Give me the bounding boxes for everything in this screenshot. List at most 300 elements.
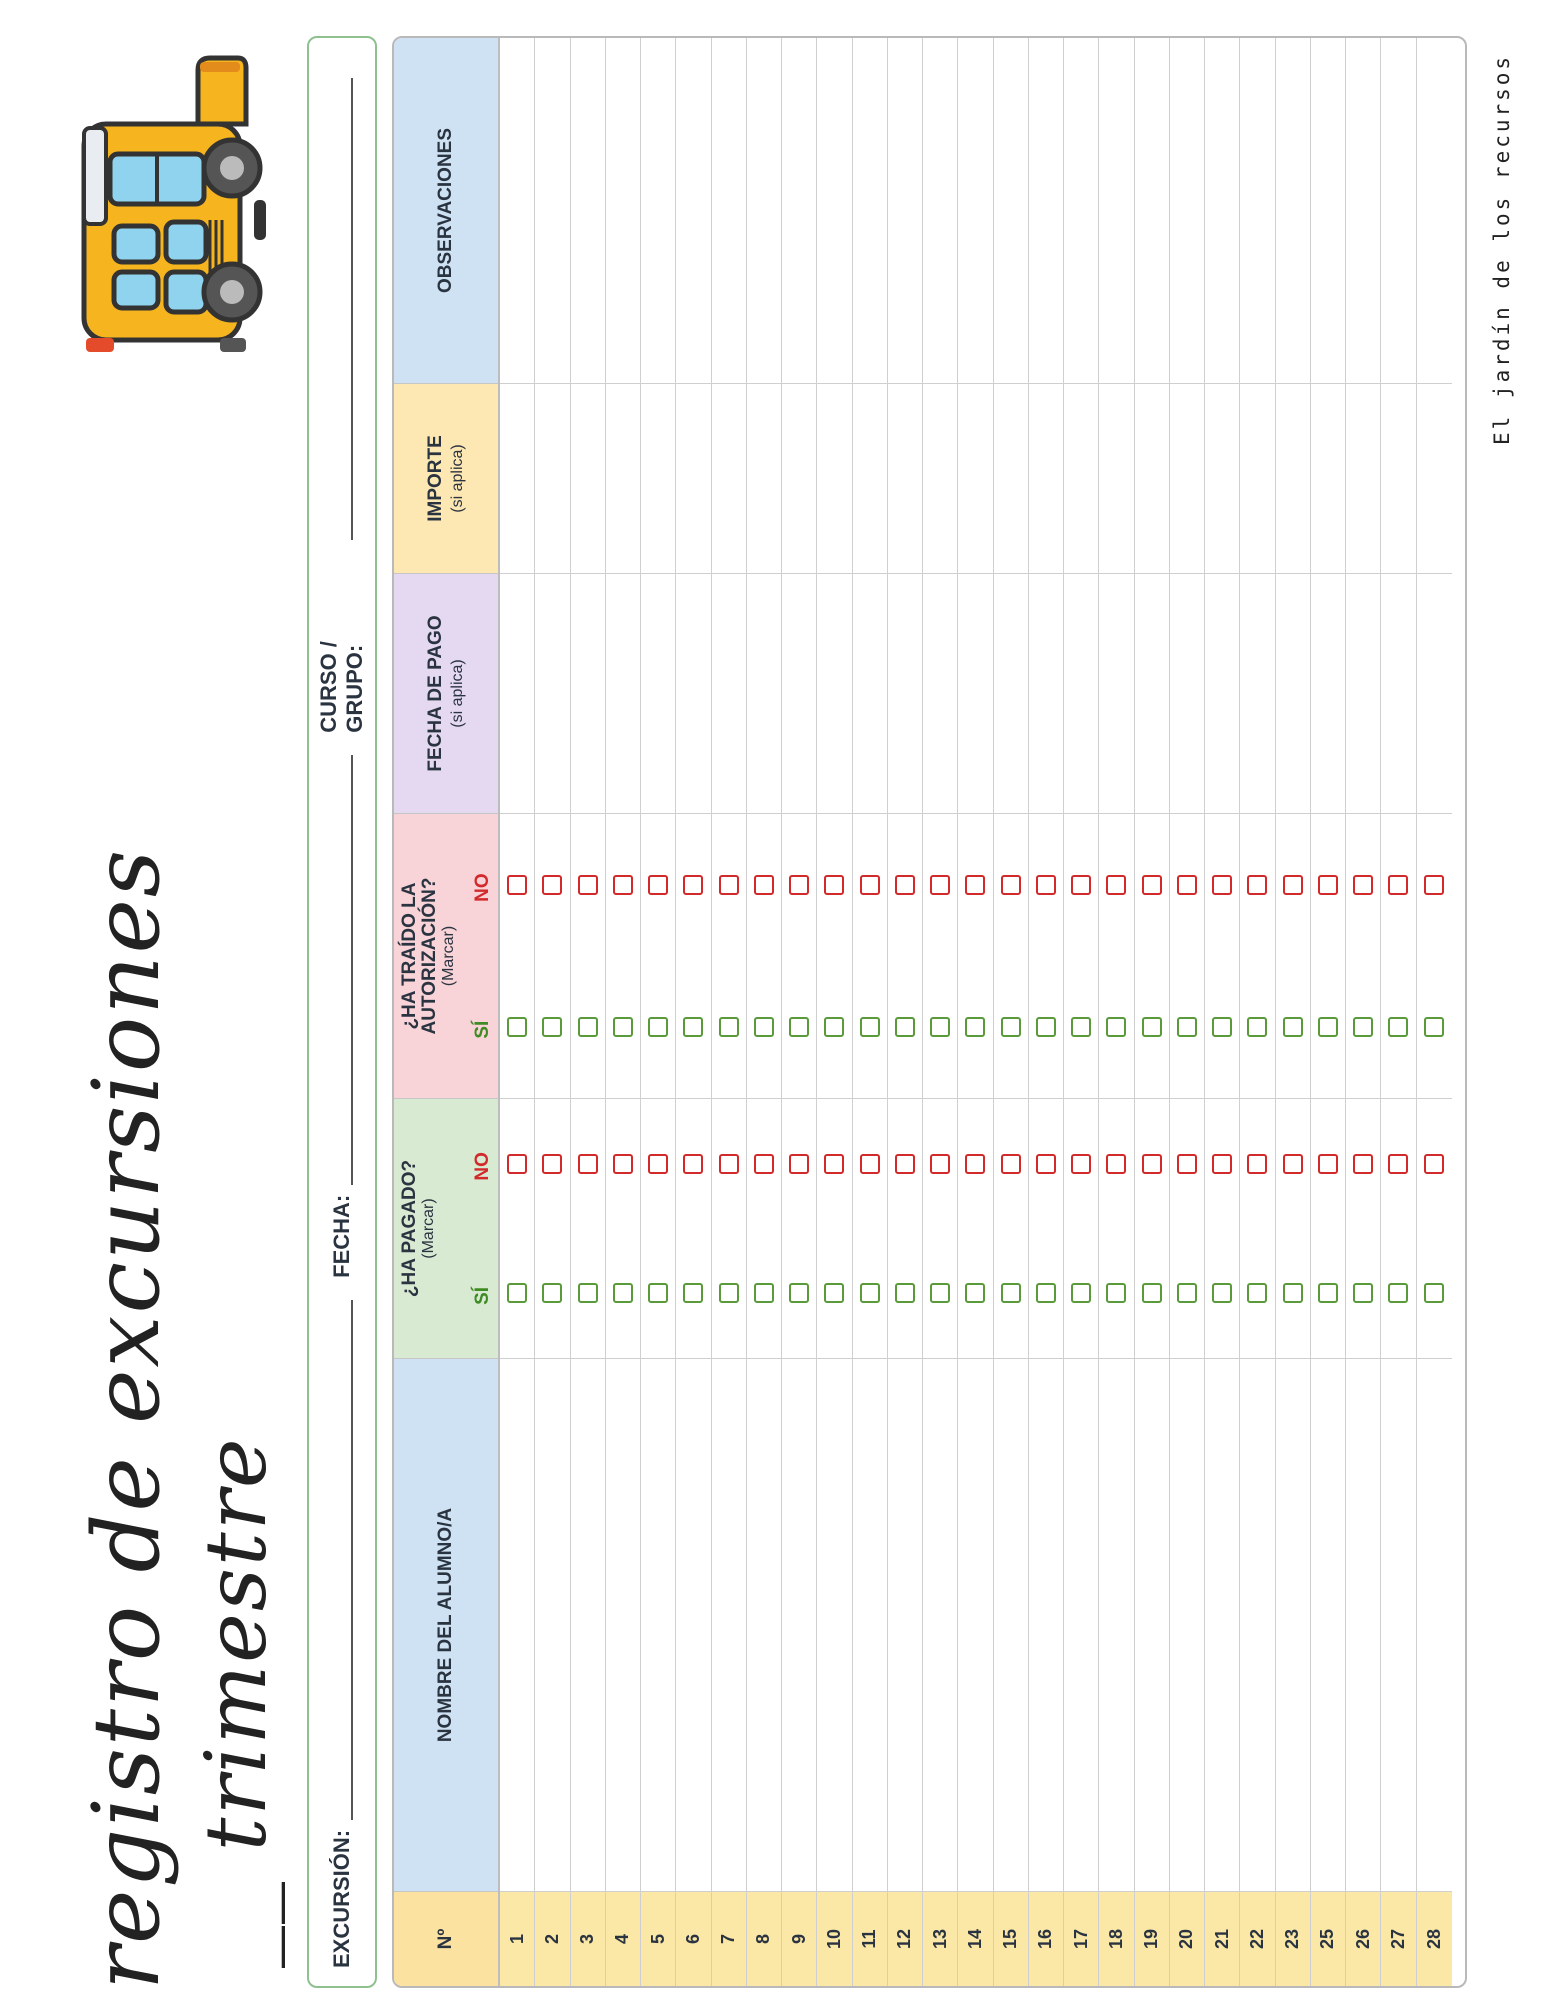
- auth-no-checkbox[interactable]: [542, 875, 562, 895]
- auth-yes-checkbox[interactable]: [683, 1017, 703, 1037]
- paid-yes-checkbox[interactable]: [507, 1283, 527, 1303]
- student-name-cell[interactable]: [994, 1358, 1028, 1891]
- observations-cell[interactable]: [535, 38, 569, 383]
- student-name-cell[interactable]: [676, 1358, 710, 1891]
- payment-date-cell[interactable]: [1381, 573, 1415, 813]
- title-line-1: registro de excursiones: [73, 847, 180, 1990]
- auth-yes-checkbox[interactable]: [1283, 1017, 1303, 1037]
- auth-yes-checkbox[interactable]: [789, 1017, 809, 1037]
- payment-date-cell[interactable]: [571, 573, 605, 813]
- auth-yes-checkbox[interactable]: [648, 1017, 668, 1037]
- paid-no-checkbox[interactable]: [895, 1154, 915, 1174]
- amount-cell[interactable]: [923, 383, 957, 573]
- observations-cell[interactable]: [1346, 38, 1380, 383]
- payment-date-cell[interactable]: [1064, 573, 1098, 813]
- auth-no-checkbox[interactable]: [1142, 875, 1162, 895]
- paid-yes-checkbox[interactable]: [1318, 1283, 1338, 1303]
- student-name-cell[interactable]: [1381, 1358, 1415, 1891]
- row-number: 7: [712, 1891, 746, 1986]
- student-name-cell[interactable]: [571, 1358, 605, 1891]
- table-body: [500, 38, 1452, 1986]
- paid-no-checkbox[interactable]: [613, 1154, 633, 1174]
- auth-yes-checkbox[interactable]: [578, 1017, 598, 1037]
- payment-date-cell[interactable]: [1205, 573, 1239, 813]
- auth-no-checkbox[interactable]: [578, 875, 598, 895]
- paid-cell: [782, 1098, 816, 1358]
- student-name-cell[interactable]: [1346, 1358, 1380, 1891]
- excursion-label: EXCURSIÓN:: [329, 1829, 354, 1968]
- auth-no-checkbox[interactable]: [1212, 875, 1232, 895]
- table-row: [571, 38, 606, 1986]
- auth-no-checkbox[interactable]: [754, 875, 774, 895]
- amount-cell[interactable]: [1276, 383, 1310, 573]
- paid-yes-checkbox[interactable]: [1247, 1283, 1267, 1303]
- observations-cell[interactable]: [571, 38, 605, 383]
- observations-cell[interactable]: [641, 38, 675, 383]
- paid-yes-checkbox[interactable]: [754, 1283, 774, 1303]
- payment-date-cell[interactable]: [535, 573, 569, 813]
- table-row: [1276, 38, 1311, 1986]
- paid-cell: [958, 1098, 992, 1358]
- auth-no-checkbox[interactable]: [1177, 875, 1197, 895]
- row-number: 11: [853, 1891, 887, 1986]
- auth-no-checkbox[interactable]: [1318, 875, 1338, 895]
- paid-yes-checkbox[interactable]: [789, 1283, 809, 1303]
- observations-cell[interactable]: [1240, 38, 1274, 383]
- student-name-cell[interactable]: [641, 1358, 675, 1891]
- row-number: 20: [1170, 1891, 1204, 1986]
- paid-no-checkbox[interactable]: [1424, 1154, 1444, 1174]
- amount-cell[interactable]: [1099, 383, 1133, 573]
- authorization-cell: [1417, 813, 1452, 1098]
- paid-yes-checkbox[interactable]: [1071, 1283, 1091, 1303]
- amount-cell[interactable]: [676, 383, 710, 573]
- amount-cell[interactable]: [888, 383, 922, 573]
- payment-date-cell[interactable]: [1276, 573, 1310, 813]
- paid-cell: [1417, 1098, 1452, 1358]
- paid-no-checkbox[interactable]: [1106, 1154, 1126, 1174]
- paid-yes-checkbox[interactable]: [1388, 1283, 1408, 1303]
- paid-cell: [1240, 1098, 1274, 1358]
- row-number: 27: [1381, 1891, 1415, 1986]
- observations-cell[interactable]: [712, 38, 746, 383]
- auth-yes-checkbox[interactable]: [1071, 1017, 1091, 1037]
- auth-yes-checkbox[interactable]: [1388, 1017, 1408, 1037]
- header-auth-title-1: ¿HA TRAÍDO LA: [399, 882, 420, 1030]
- auth-yes-checkbox[interactable]: [613, 1017, 633, 1037]
- payment-date-cell[interactable]: [1170, 573, 1204, 813]
- header-paid: [394, 1098, 498, 1358]
- paid-yes-checkbox[interactable]: [683, 1283, 703, 1303]
- payment-date-cell[interactable]: [747, 573, 781, 813]
- auth-no-checkbox[interactable]: [1106, 875, 1126, 895]
- header-paid-sub: (Marcar): [420, 1198, 437, 1259]
- auth-yes-checkbox[interactable]: [1318, 1017, 1338, 1037]
- amount-cell[interactable]: [500, 383, 534, 573]
- amount-cell[interactable]: [571, 383, 605, 573]
- paid-no-checkbox[interactable]: [683, 1154, 703, 1174]
- authorization-cell: [923, 813, 957, 1098]
- observations-cell[interactable]: [1276, 38, 1310, 383]
- header-auth-title-2: AUTORIZACIÓN?: [419, 877, 440, 1035]
- date-field[interactable]: [329, 755, 355, 1278]
- row-number: 10: [817, 1891, 851, 1986]
- paid-yes-checkbox[interactable]: [1353, 1283, 1373, 1303]
- payment-date-cell[interactable]: [1240, 573, 1274, 813]
- paid-yes-checkbox[interactable]: [1177, 1283, 1197, 1303]
- paid-no-checkbox[interactable]: [789, 1154, 809, 1174]
- student-name-cell[interactable]: [606, 1358, 640, 1891]
- payment-date-cell[interactable]: [1311, 573, 1345, 813]
- student-name-cell[interactable]: [1311, 1358, 1345, 1891]
- auth-yes-checkbox[interactable]: [824, 1017, 844, 1037]
- auth-no-checkbox[interactable]: [1247, 875, 1267, 895]
- auth-yes-checkbox[interactable]: [895, 1017, 915, 1037]
- paid-yes-checkbox[interactable]: [1036, 1283, 1056, 1303]
- authorization-cell: [535, 813, 569, 1098]
- header-observations: OBSERVACIONES: [394, 38, 498, 383]
- title-line-2: __ trimestre: [187, 1436, 285, 1968]
- paid-no-checkbox[interactable]: [578, 1154, 598, 1174]
- amount-cell[interactable]: [782, 383, 816, 573]
- header-payment-date: [394, 573, 498, 813]
- paid-no-checkbox[interactable]: [1388, 1154, 1408, 1174]
- student-name-cell[interactable]: [1240, 1358, 1274, 1891]
- amount-cell[interactable]: [1170, 383, 1204, 573]
- paid-yes-checkbox[interactable]: [1106, 1283, 1126, 1303]
- excursion-field[interactable]: [329, 1300, 355, 1968]
- table-row: [1170, 38, 1205, 1986]
- paid-no-checkbox[interactable]: [754, 1154, 774, 1174]
- paid-cell: [535, 1098, 569, 1358]
- paid-yes-checkbox[interactable]: [542, 1283, 562, 1303]
- payment-date-cell[interactable]: [641, 573, 675, 813]
- student-name-cell[interactable]: [747, 1358, 781, 1891]
- table-row: [1311, 38, 1346, 1986]
- header-paid-yes: SÍ: [472, 1286, 493, 1305]
- paid-no-checkbox[interactable]: [1283, 1154, 1303, 1174]
- auth-no-checkbox[interactable]: [683, 875, 703, 895]
- paid-no-checkbox[interactable]: [930, 1154, 950, 1174]
- auth-no-checkbox[interactable]: [965, 875, 985, 895]
- paid-cell: [1029, 1098, 1063, 1358]
- paid-yes-checkbox[interactable]: [648, 1283, 668, 1303]
- course-field[interactable]: [316, 78, 368, 733]
- student-name-cell[interactable]: [1029, 1358, 1063, 1891]
- auth-no-checkbox[interactable]: [860, 875, 880, 895]
- date-label: FECHA:: [329, 1194, 354, 1278]
- observations-cell[interactable]: [1170, 38, 1204, 383]
- observations-cell[interactable]: [782, 38, 816, 383]
- amount-cell[interactable]: [1135, 383, 1169, 573]
- table-row: [676, 38, 711, 1986]
- paid-no-checkbox[interactable]: [1071, 1154, 1091, 1174]
- observations-cell[interactable]: [1135, 38, 1169, 383]
- student-name-cell[interactable]: [1276, 1358, 1310, 1891]
- observations-cell[interactable]: [923, 38, 957, 383]
- paid-yes-checkbox[interactable]: [930, 1283, 950, 1303]
- course-blank[interactable]: [331, 78, 353, 540]
- authorization-cell: [747, 813, 781, 1098]
- payment-date-cell[interactable]: [853, 573, 887, 813]
- amount-cell[interactable]: [1417, 383, 1452, 573]
- paid-yes-checkbox[interactable]: [1212, 1283, 1232, 1303]
- authorization-cell: [712, 813, 746, 1098]
- payment-date-cell[interactable]: [782, 573, 816, 813]
- row-number: 6: [676, 1891, 710, 1986]
- auth-no-checkbox[interactable]: [1036, 875, 1056, 895]
- paid-cell: [1064, 1098, 1098, 1358]
- amount-cell[interactable]: [1205, 383, 1239, 573]
- observations-cell[interactable]: [1099, 38, 1133, 383]
- paid-no-checkbox[interactable]: [1142, 1154, 1162, 1174]
- auth-no-checkbox[interactable]: [1001, 875, 1021, 895]
- auth-yes-checkbox[interactable]: [1177, 1017, 1197, 1037]
- amount-cell[interactable]: [853, 383, 887, 573]
- student-name-cell[interactable]: [1135, 1358, 1169, 1891]
- observations-cell[interactable]: [1311, 38, 1345, 383]
- auth-yes-checkbox[interactable]: [719, 1017, 739, 1037]
- table-row: [535, 38, 570, 1986]
- observations-cell[interactable]: [853, 38, 887, 383]
- auth-yes-checkbox[interactable]: [930, 1017, 950, 1037]
- table-row: [1064, 38, 1099, 1986]
- paid-no-checkbox[interactable]: [1001, 1154, 1021, 1174]
- header-amount: [394, 383, 498, 573]
- paid-yes-checkbox[interactable]: [1142, 1283, 1162, 1303]
- payment-date-cell[interactable]: [1029, 573, 1063, 813]
- paid-yes-checkbox[interactable]: [1283, 1283, 1303, 1303]
- payment-date-cell[interactable]: [817, 573, 851, 813]
- header-amount-title: IMPORTE: [425, 435, 446, 522]
- amount-cell[interactable]: [958, 383, 992, 573]
- paid-no-checkbox[interactable]: [1353, 1154, 1373, 1174]
- authorization-cell: [1029, 813, 1063, 1098]
- paid-yes-checkbox[interactable]: [965, 1283, 985, 1303]
- excursion-blank[interactable]: [331, 1300, 353, 1820]
- amount-cell[interactable]: [606, 383, 640, 573]
- payment-date-cell[interactable]: [712, 573, 746, 813]
- observations-cell[interactable]: [888, 38, 922, 383]
- paid-no-checkbox[interactable]: [965, 1154, 985, 1174]
- paid-no-checkbox[interactable]: [1177, 1154, 1197, 1174]
- authorization-cell: [676, 813, 710, 1098]
- student-name-cell[interactable]: [1099, 1358, 1133, 1891]
- observations-cell[interactable]: [1064, 38, 1098, 383]
- observations-cell[interactable]: [676, 38, 710, 383]
- payment-date-cell[interactable]: [958, 573, 992, 813]
- auth-no-checkbox[interactable]: [648, 875, 668, 895]
- paid-no-checkbox[interactable]: [507, 1154, 527, 1174]
- student-name-cell[interactable]: [535, 1358, 569, 1891]
- payment-date-cell[interactable]: [1417, 573, 1452, 813]
- amount-cell[interactable]: [712, 383, 746, 573]
- row-number: 22: [1240, 1891, 1274, 1986]
- authorization-cell: [641, 813, 675, 1098]
- auth-yes-checkbox[interactable]: [860, 1017, 880, 1037]
- row-number: 1: [500, 1891, 534, 1986]
- auth-no-checkbox[interactable]: [1283, 875, 1303, 895]
- header-auth-yes: SÍ: [472, 1020, 493, 1039]
- observations-cell[interactable]: [500, 38, 534, 383]
- paid-no-checkbox[interactable]: [542, 1154, 562, 1174]
- paid-no-checkbox[interactable]: [1036, 1154, 1056, 1174]
- observations-cell[interactable]: [606, 38, 640, 383]
- amount-cell[interactable]: [535, 383, 569, 573]
- paid-no-checkbox[interactable]: [1318, 1154, 1338, 1174]
- amount-cell[interactable]: [994, 383, 1028, 573]
- payment-date-cell[interactable]: [676, 573, 710, 813]
- observations-cell[interactable]: [958, 38, 992, 383]
- student-name-cell[interactable]: [958, 1358, 992, 1891]
- paid-no-checkbox[interactable]: [1247, 1154, 1267, 1174]
- auth-yes-checkbox[interactable]: [1142, 1017, 1162, 1037]
- observations-cell[interactable]: [1029, 38, 1063, 383]
- paid-cell: [923, 1098, 957, 1358]
- student-name-cell[interactable]: [1417, 1358, 1452, 1891]
- paid-yes-checkbox[interactable]: [1424, 1283, 1444, 1303]
- auth-no-checkbox[interactable]: [1388, 875, 1408, 895]
- row-number: 9: [782, 1891, 816, 1986]
- amount-cell[interactable]: [817, 383, 851, 573]
- authorization-cell: [853, 813, 887, 1098]
- student-name-cell[interactable]: [888, 1358, 922, 1891]
- observations-cell[interactable]: [747, 38, 781, 383]
- paid-no-checkbox[interactable]: [824, 1154, 844, 1174]
- auth-yes-checkbox[interactable]: [542, 1017, 562, 1037]
- amount-cell[interactable]: [1029, 383, 1063, 573]
- authorization-cell: [1240, 813, 1274, 1098]
- auth-no-checkbox[interactable]: [930, 875, 950, 895]
- authorization-cell: [1381, 813, 1415, 1098]
- auth-yes-checkbox[interactable]: [1106, 1017, 1126, 1037]
- auth-yes-checkbox[interactable]: [1247, 1017, 1267, 1037]
- student-name-cell[interactable]: [923, 1358, 957, 1891]
- amount-cell[interactable]: [641, 383, 675, 573]
- table-row: [958, 38, 993, 1986]
- observations-cell[interactable]: [817, 38, 851, 383]
- student-name-cell[interactable]: [1064, 1358, 1098, 1891]
- auth-yes-checkbox[interactable]: [507, 1017, 527, 1037]
- auth-no-checkbox[interactable]: [824, 875, 844, 895]
- paid-cell: [1276, 1098, 1310, 1358]
- auth-yes-checkbox[interactable]: [754, 1017, 774, 1037]
- header-student-name: NOMBRE DEL ALUMNO/A: [394, 1358, 498, 1891]
- payment-date-cell[interactable]: [1346, 573, 1380, 813]
- table-row: [1381, 38, 1416, 1986]
- authorization-cell: [571, 813, 605, 1098]
- authorization-cell: [606, 813, 640, 1098]
- paid-yes-checkbox[interactable]: [613, 1283, 633, 1303]
- authorization-cell: [782, 813, 816, 1098]
- header-payment-date-sub: (si aplica): [449, 659, 466, 728]
- table-row: [747, 38, 782, 1986]
- paid-no-checkbox[interactable]: [860, 1154, 880, 1174]
- observations-cell[interactable]: [1205, 38, 1239, 383]
- row-number: 2: [535, 1891, 569, 1986]
- info-bar: [307, 36, 377, 1988]
- authorization-cell: [1064, 813, 1098, 1098]
- student-name-cell[interactable]: [1170, 1358, 1204, 1891]
- auth-no-checkbox[interactable]: [1353, 875, 1373, 895]
- auth-no-checkbox[interactable]: [719, 875, 739, 895]
- observations-cell[interactable]: [994, 38, 1028, 383]
- amount-cell[interactable]: [1240, 383, 1274, 573]
- paid-yes-checkbox[interactable]: [1001, 1283, 1021, 1303]
- student-name-cell[interactable]: [817, 1358, 851, 1891]
- payment-date-cell[interactable]: [888, 573, 922, 813]
- auth-no-checkbox[interactable]: [613, 875, 633, 895]
- paid-yes-checkbox[interactable]: [578, 1283, 598, 1303]
- course-label: CURSO / GRUPO:: [316, 641, 367, 733]
- row-number: 21: [1205, 1891, 1239, 1986]
- auth-no-checkbox[interactable]: [1071, 875, 1091, 895]
- amount-cell[interactable]: [1064, 383, 1098, 573]
- paid-yes-checkbox[interactable]: [895, 1283, 915, 1303]
- payment-date-cell[interactable]: [606, 573, 640, 813]
- amount-cell[interactable]: [747, 383, 781, 573]
- payment-date-cell[interactable]: [500, 573, 534, 813]
- paid-yes-checkbox[interactable]: [719, 1283, 739, 1303]
- auth-no-checkbox[interactable]: [895, 875, 915, 895]
- auth-yes-checkbox[interactable]: [1001, 1017, 1021, 1037]
- paid-cell: [571, 1098, 605, 1358]
- row-number: 3: [571, 1891, 605, 1986]
- date-blank[interactable]: [331, 755, 353, 1185]
- paid-no-checkbox[interactable]: [719, 1154, 739, 1174]
- payment-date-cell[interactable]: [1135, 573, 1169, 813]
- student-name-cell[interactable]: [712, 1358, 746, 1891]
- row-number: 5: [641, 1891, 675, 1986]
- auth-no-checkbox[interactable]: [1424, 875, 1444, 895]
- paid-yes-checkbox[interactable]: [860, 1283, 880, 1303]
- auth-yes-checkbox[interactable]: [965, 1017, 985, 1037]
- paid-yes-checkbox[interactable]: [824, 1283, 844, 1303]
- amount-cell[interactable]: [1311, 383, 1345, 573]
- credit-text: El jardín de los recursos: [1490, 53, 1514, 445]
- auth-yes-checkbox[interactable]: [1424, 1017, 1444, 1037]
- auth-no-checkbox[interactable]: [789, 875, 809, 895]
- payment-date-cell[interactable]: [1099, 573, 1133, 813]
- table-row: [500, 38, 535, 1986]
- paid-no-checkbox[interactable]: [1212, 1154, 1232, 1174]
- payment-date-cell[interactable]: [923, 573, 957, 813]
- authorization-cell: [958, 813, 992, 1098]
- student-name-cell[interactable]: [1205, 1358, 1239, 1891]
- paid-no-checkbox[interactable]: [648, 1154, 668, 1174]
- auth-no-checkbox[interactable]: [507, 875, 527, 895]
- observations-cell[interactable]: [1417, 38, 1452, 383]
- auth-yes-checkbox[interactable]: [1353, 1017, 1373, 1037]
- amount-cell[interactable]: [1381, 383, 1415, 573]
- observations-cell[interactable]: [1381, 38, 1415, 383]
- table-row: [1240, 38, 1275, 1986]
- row-number: 14: [958, 1891, 992, 1986]
- student-name-cell[interactable]: [782, 1358, 816, 1891]
- paid-cell: [1205, 1098, 1239, 1358]
- authorization-cell: [1170, 813, 1204, 1098]
- table-row: [1417, 38, 1452, 1986]
- paid-cell: [1135, 1098, 1169, 1358]
- auth-yes-checkbox[interactable]: [1212, 1017, 1232, 1037]
- student-name-cell[interactable]: [500, 1358, 534, 1891]
- student-name-cell[interactable]: [853, 1358, 887, 1891]
- amount-cell[interactable]: [1346, 383, 1380, 573]
- auth-yes-checkbox[interactable]: [1036, 1017, 1056, 1037]
- paid-cell: [641, 1098, 675, 1358]
- paid-cell: [606, 1098, 640, 1358]
- payment-date-cell[interactable]: [994, 573, 1028, 813]
